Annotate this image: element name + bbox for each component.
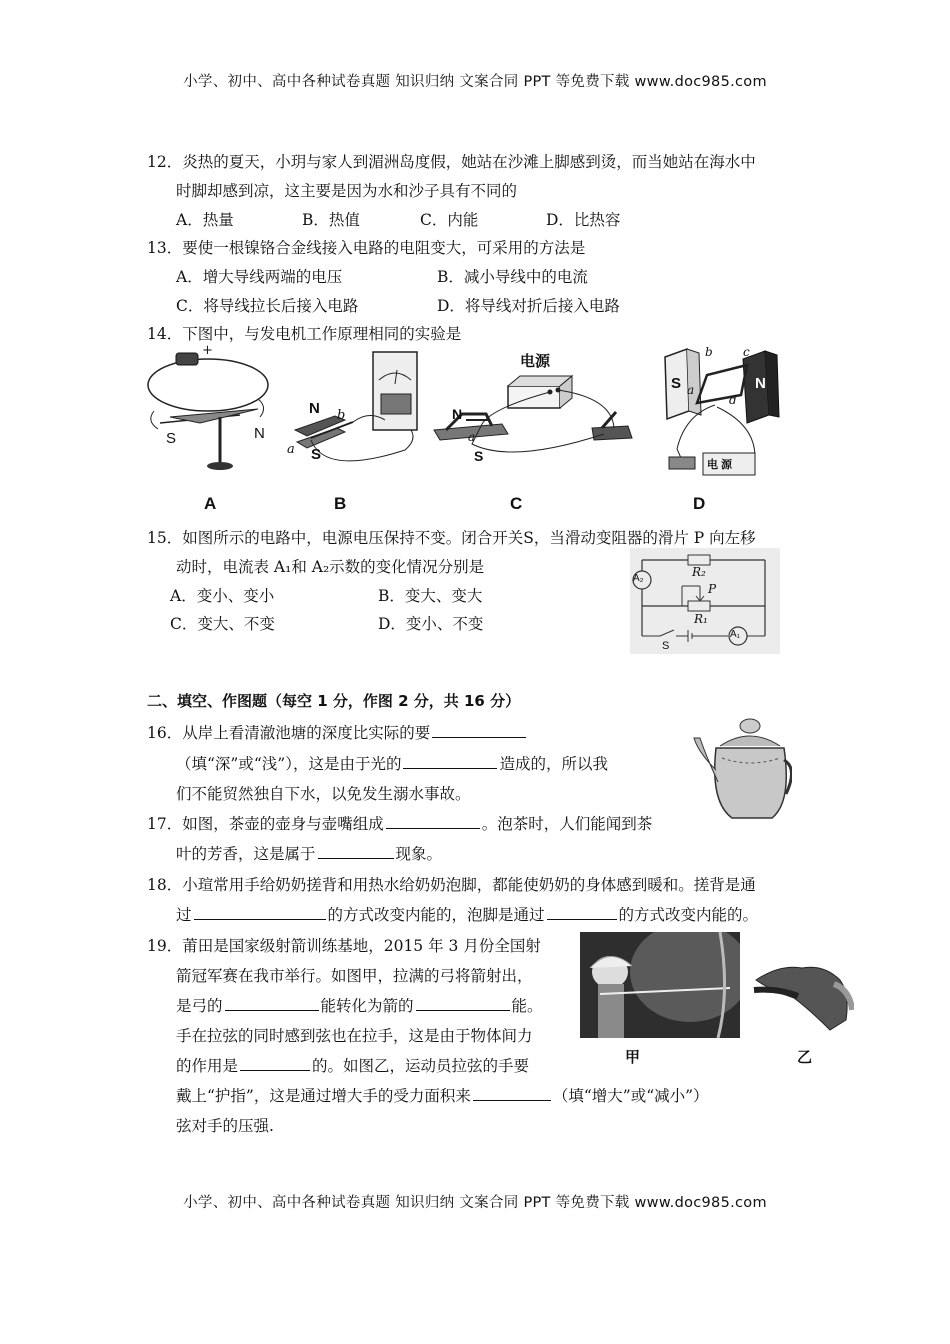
fig-d-label-b: b (705, 345, 713, 359)
fig-d-power-label: 电 源 (707, 459, 733, 471)
page-header: 小学、初中、高中各种试卷真题 知识归纳 文案合同 PPT 等免费下载 www.doc985.com (183, 74, 767, 90)
q19-line5 (176, 1054, 529, 1076)
fig-c-s-pole: S (474, 448, 484, 464)
q17-blank-1[interactable] (386, 827, 480, 829)
fig-d-s-pole: S (671, 375, 682, 392)
q18-text-3: 的方式改变内能的。 (618, 906, 759, 924)
q18-line2 (176, 903, 758, 925)
q12-option-a: A．热量 (176, 211, 234, 229)
circuit-r1: R₁ (694, 612, 708, 626)
q19-text-5: 的。如图乙，运动员拉弦的手要 (312, 1057, 530, 1075)
q19-line3 (176, 994, 543, 1016)
q19-blank-2[interactable] (416, 1009, 510, 1011)
q12-option-d: D．比热容 (546, 211, 621, 229)
q19-text-3: 能。 (511, 997, 543, 1015)
q12-option-b: B．热值 (302, 211, 360, 229)
photo-label-yi: 乙 (797, 1048, 813, 1066)
fig-b-label-a: a (287, 442, 295, 457)
q17-text-3: 叶的芳香，这是属于 (176, 845, 316, 863)
q15-option-d: D．变小、不变 (378, 615, 484, 633)
figure-label-a: A (204, 494, 217, 513)
q17-blank-2[interactable] (318, 857, 394, 859)
circuit-p: P (708, 582, 717, 596)
q16-line1 (147, 721, 528, 743)
q19-line1: 19．莆田是国家级射箭训练基地，2015 年 3 月份全国射 (147, 937, 541, 955)
q15-line2: 动时，电流表 A₁和 A₂示数的变化情况分别是 (176, 558, 485, 576)
q16-text-2: （填“深”或“浅”），这是由于光的 (176, 755, 402, 773)
figure-label-c: C (510, 494, 523, 513)
q16-blank-1[interactable] (432, 736, 526, 738)
circuit-s: S (662, 640, 670, 652)
q12-option-c: C．内能 (420, 211, 479, 229)
fig-c-n-pole: N (452, 406, 463, 422)
page-footer: 小学、初中、高中各种试卷真题 知识归纳 文案合同 PPT 等免费下载 www.doc985.com (183, 1195, 767, 1211)
q16-line3: 们不能贸然独自下水，以免发生溺水事故。 (176, 785, 471, 803)
q16-text-1: 16．从岸上看清澈池塘的深度比实际的要 (147, 724, 431, 742)
q17-line1 (147, 812, 652, 834)
fig-a-s-pole: S (166, 430, 177, 447)
figure-a-oersted-experiment (140, 345, 280, 480)
q18-text-2: 的方式改变内能的，泡脚是通过 (327, 906, 545, 924)
q12-line2: 时脚却感到凉，这主要是因为水和沙子具有不同的 (176, 182, 518, 200)
q16-line2 (176, 752, 608, 774)
q15-line1: 15．如图所示的电路中，电源电压保持不变。闭合开关S，当滑动变阻器的滑片 P 向左移 (147, 529, 756, 547)
section-2-heading: 二、填空、作图题（每空 1 分，作图 2 分，共 16 分） (147, 692, 521, 710)
q13-option-a: A．增大导线两端的电压 (176, 268, 343, 286)
q13-option-d: D．将导线对折后接入电路 (437, 297, 620, 315)
q15-option-c: C．变大、不变 (170, 615, 275, 633)
figure-d-coil-experiment (655, 345, 785, 485)
q18-blank-1[interactable] (194, 918, 326, 920)
q17-text-2: 。泡茶时，人们能闻到茶 (481, 815, 653, 833)
teapot-image (692, 712, 792, 830)
fig-a-plus: + (202, 343, 213, 358)
figure-c-motor-experiment (432, 348, 642, 478)
circuit-r2: R₂ (692, 565, 706, 579)
q18-blank-2[interactable] (547, 918, 617, 920)
q12-line1: 12．炎热的夏天，小玥与家人到湄洲岛度假，她站在沙滩上脚感到烫，而当她站在海水中 (147, 153, 756, 171)
q16-text-3: 造成的，所以我 (499, 755, 608, 773)
q19-line4: 手在拉弦的同时感到弦也在拉手，这是由于物体间力 (176, 1027, 533, 1045)
q17-line2 (176, 842, 442, 864)
q19-text-4: 的作用是 (176, 1057, 239, 1075)
fig-d-n-pole: N (755, 375, 766, 392)
q19-line2: 箭冠军赛在我市举行。如图甲，拉满的弓将箭射出， (176, 967, 533, 985)
q15-option-b: B．变大、变大 (378, 587, 483, 605)
fig-c-power-label: 电源 (520, 353, 551, 370)
q14-line1: 14．下图中，与发电机工作原理相同的实验是 (147, 325, 462, 343)
q19-blank-1[interactable] (225, 1009, 319, 1011)
q13-line1: 13．要使一根镍铬合金线接入电路的电阻变大，可采用的方法是 (147, 239, 586, 257)
circuit-a2: A₂ (633, 573, 644, 584)
q13-option-b: B．减小导线中的电流 (437, 268, 588, 286)
circuit-a1: A₁ (730, 629, 741, 640)
q18-text-1: 过 (176, 906, 192, 924)
fig-c-label-a: a (468, 430, 476, 444)
archery-photo-jia (580, 932, 740, 1038)
figure-b-galvanometer-experiment (285, 350, 435, 480)
q17-text-4: 现象。 (395, 845, 443, 863)
q16-blank-2[interactable] (403, 767, 497, 769)
figure-label-d: D (693, 494, 706, 513)
q15-option-a: A．变小、变小 (170, 587, 275, 605)
q19-line7: 弦对手的压强. (176, 1117, 274, 1135)
q17-text-1: 17．如图，茶壶的壶身与壶嘴组成 (147, 815, 384, 833)
q18-line1: 18．小瑄常用手给奶奶搓背和用热水给奶奶泡脚，都能使奶奶的身体感到暖和。搓背是通 (147, 876, 756, 894)
q15-circuit-diagram (630, 548, 780, 654)
fig-d-label-c: c (743, 345, 750, 359)
fig-a-n-pole: N (254, 425, 265, 442)
q19-text-7: （填“增大”或“减小”） (552, 1087, 709, 1105)
q19-line6 (176, 1084, 709, 1106)
fig-b-n-pole: N (309, 400, 320, 417)
fig-b-label-b: b (337, 408, 346, 423)
q19-text-6: 戴上“护指”，这是通过增大手的受力面积来 (176, 1087, 471, 1105)
archery-photo-yi (750, 950, 854, 1034)
q13-option-c: C．将导线拉长后接入电路 (176, 297, 359, 315)
figure-label-b: B (334, 494, 347, 513)
q19-blank-3[interactable] (240, 1069, 310, 1071)
q19-text-2: 能转化为箭的 (320, 997, 414, 1015)
fig-b-s-pole: S (311, 446, 322, 463)
q19-text-1: 是弓的 (176, 997, 223, 1015)
fig-d-label-a: a (687, 383, 695, 397)
q19-blank-4[interactable] (473, 1099, 551, 1101)
fig-d-label-d: d (729, 393, 737, 407)
photo-label-jia: 甲 (625, 1048, 641, 1066)
